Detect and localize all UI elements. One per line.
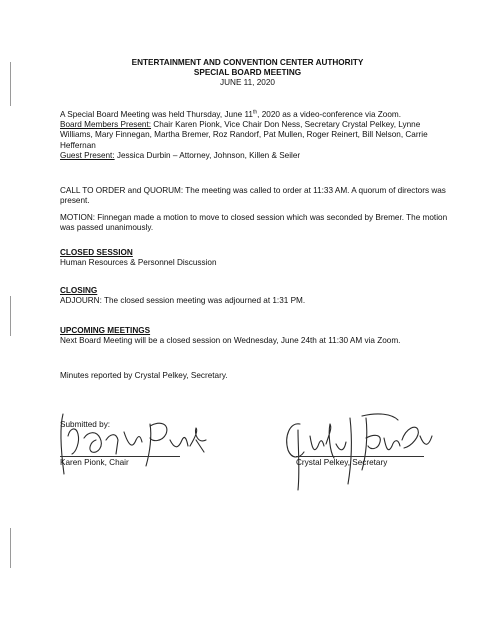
- organization-title: ENTERTAINMENT AND CONVENTION CENTER AUTHORITY: [131, 58, 364, 67]
- upcoming-meetings-heading: UPCOMING MEETINGS: [60, 326, 151, 335]
- submitted-by-label: Submitted by:: [60, 420, 111, 429]
- members-present-label: Board Members Present:: [60, 120, 152, 130]
- guest-present-text: Jessica Durbin – Attorney, Johnson, Killen & Seiler: [114, 150, 301, 160]
- closed-session-heading: CLOSED SESSION: [60, 248, 133, 257]
- secretary-handwritten-signature: [287, 414, 432, 490]
- meeting-held-text-end: , 2020 as a video-conference via Zoom.: [257, 110, 401, 119]
- meeting-type-title: SPECIAL BOARD MEETING: [193, 68, 302, 77]
- date-ordinal-suffix: th: [252, 109, 258, 116]
- closed-session-text: Human Resources & Personnel Discussion: [60, 258, 217, 268]
- guest-present-label: Guest Present:: [60, 150, 115, 160]
- closing-heading: CLOSING: [60, 286, 98, 295]
- chair-signature-line: [60, 456, 180, 457]
- chair-name-title: Karen Pionk, Chair: [60, 458, 129, 467]
- minutes-reported-line: Minutes reported by Crystal Pelkey, Secretary.: [60, 371, 228, 380]
- motion-paragraph: MOTION: Finnegan made a motion to move to closed session which was seconded by Bremer. The motion was passed unanimously.: [60, 213, 448, 233]
- meeting-date: JUNE 11, 2020: [220, 78, 275, 87]
- call-to-order-paragraph: CALL TO ORDER and QUORUM: The meeting was called to order at 11:33 AM. A quorum of directors was present.: [60, 186, 446, 206]
- secretary-name-title: Crystal Pelkey, Secretary: [296, 458, 388, 467]
- members-present-list: Chair Karen Pionk, Vice Chair Don Ness, Secretary Crystal Pelkey, Lynne Williams, Mary Finnegan, Martha Bremer, Roz Randorf, Pat Mullen, Roger Reinert, Bill Nelson, Carrie Heffernan: [60, 120, 428, 150]
- secretary-signature-line: [296, 456, 424, 457]
- meeting-held-text: A Special Board Meeting was held Thursday, June 11: [60, 110, 253, 119]
- closing-text: ADJOURN: The closed session meeting was adjourned at 1:31 PM.: [60, 296, 306, 306]
- upcoming-meetings-text: Next Board Meeting will be a closed session on Wednesday, June 24th at 11:30 AM via Zoom.: [60, 336, 401, 346]
